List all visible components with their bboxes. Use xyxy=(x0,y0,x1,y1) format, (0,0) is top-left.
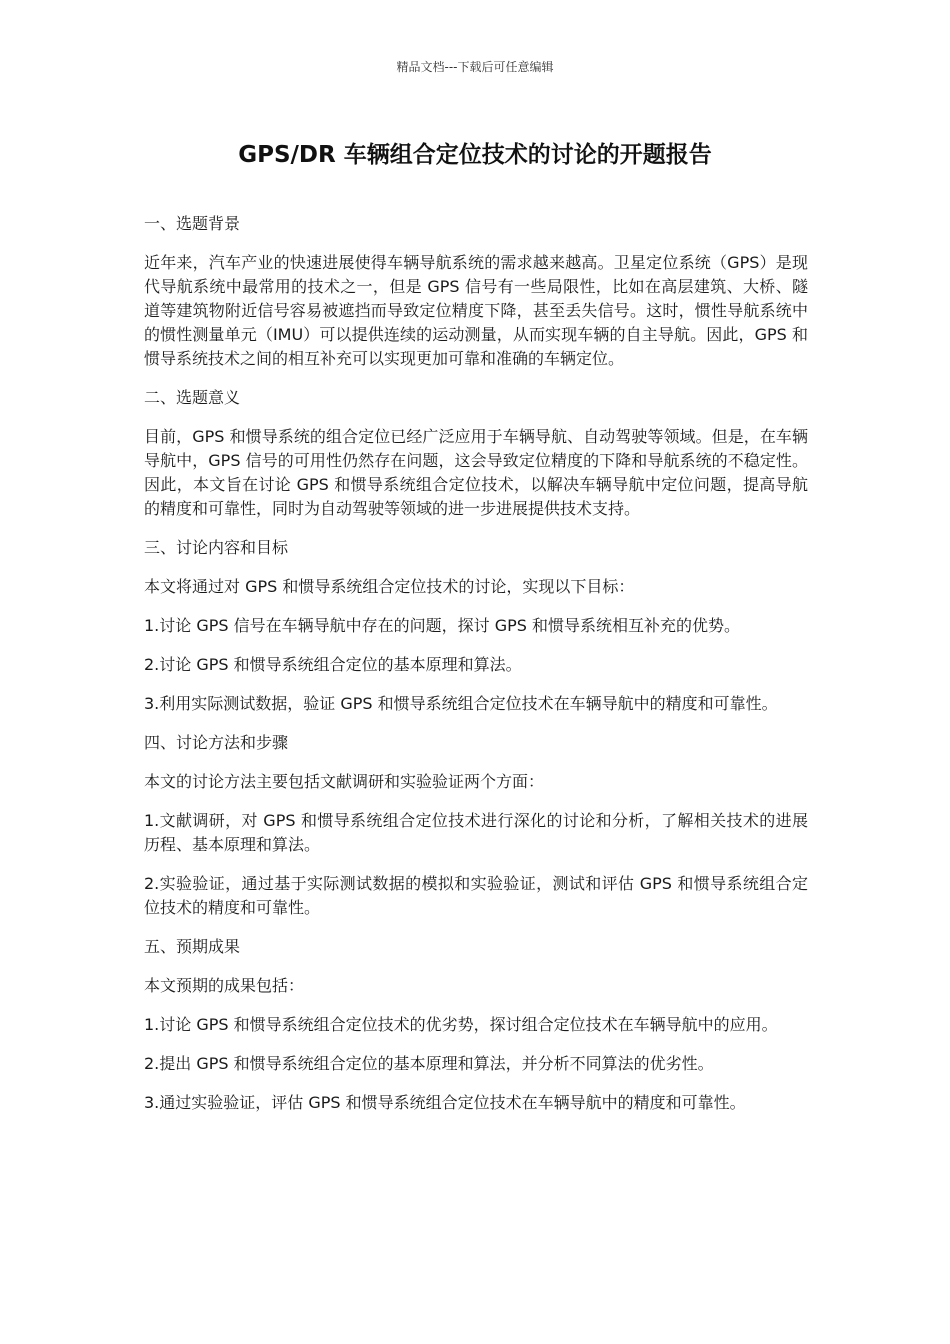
list-item: 1.讨论 GPS 和惯导系统组合定位技术的优劣势，探讨组合定位技术在车辆导航中的应用。 xyxy=(144,1015,778,1034)
list-item: 3.利用实际测试数据，验证 GPS 和惯导系统组合定位技术在车辆导航中的精度和可靠性。 xyxy=(144,694,778,713)
document-title: GPS/DR 车辆组合定位技术的讨论的开题报告 xyxy=(238,142,712,168)
section-heading: 二、选题意义 xyxy=(144,388,241,407)
paragraph: 本文预期的成果包括： xyxy=(144,976,305,995)
paragraph: 本文将通过对 GPS 和惯导系统组合定位技术的讨论，实现以下目标： xyxy=(144,577,635,596)
paragraph: 本文的讨论方法主要包括文献调研和实验验证两个方面： xyxy=(144,772,545,791)
list-item: 1.讨论 GPS 信号在车辆导航中存在的问题，探讨 GPS 和惯导系统相互补充的优势。 xyxy=(144,616,741,635)
list-item: 2.实验验证，通过基于实际测试数据的模拟和实验验证，测试和评估 GPS 和惯导系统组合定位技术的精度和可靠性。 xyxy=(144,874,808,917)
paragraph: 近年来，汽车产业的快速进展使得车辆导航系统的需求越来越高。卫星定位系统（GPS）是现代导航系统中最常用的技术之一，但是 GPS 信号有一些局限性，比如在高层建筑、大桥、隧道等建筑物附近信号容易被遮挡而导致定位精度下降，甚至丢失信号。这时，惯性导航系统中的惯性测量单元（IMU）可以提供连续的运动测量，从而实现车辆的自主导航。因此，GPS 和惯导系统技术之间的相互补充可以实现更加可靠和准确的车辆定位。 xyxy=(144,253,808,368)
section-heading: 四、讨论方法和步骤 xyxy=(144,733,289,752)
list-item: 2.提出 GPS 和惯导系统组合定位的基本原理和算法，并分析不同算法的优劣性。 xyxy=(144,1054,714,1073)
section-heading: 三、讨论内容和目标 xyxy=(144,538,289,557)
list-item: 2.讨论 GPS 和惯导系统组合定位的基本原理和算法。 xyxy=(144,655,522,674)
section-heading: 五、预期成果 xyxy=(144,937,241,956)
list-item: 1.文献调研，对 GPS 和惯导系统组合定位技术进行深化的讨论和分析，了解相关技术的进展历程、基本原理和算法。 xyxy=(144,811,808,854)
list-item: 3.通过实验验证，评估 GPS 和惯导系统组合定位技术在车辆导航中的精度和可靠性。 xyxy=(144,1093,746,1112)
document-body xyxy=(144,212,808,1130)
paragraph: 目前，GPS 和惯导系统的组合定位已经广泛应用于车辆导航、自动驾驶等领域。但是，在车辆导航中，GPS 信号的可用性仍然存在问题，这会导致定位精度的下降和导航系统的不稳定性。因此，本文旨在讨论 GPS 和惯导系统组合定位技术，以解决车辆导航中定位问题，提高导航的精度和可靠性，同时为自动驾驶等领域的进一步进展提供技术支持。 xyxy=(144,427,808,518)
header-note: 精品文档---下载后可任意编辑 xyxy=(396,60,554,74)
section-heading: 一、选题背景 xyxy=(144,214,241,233)
